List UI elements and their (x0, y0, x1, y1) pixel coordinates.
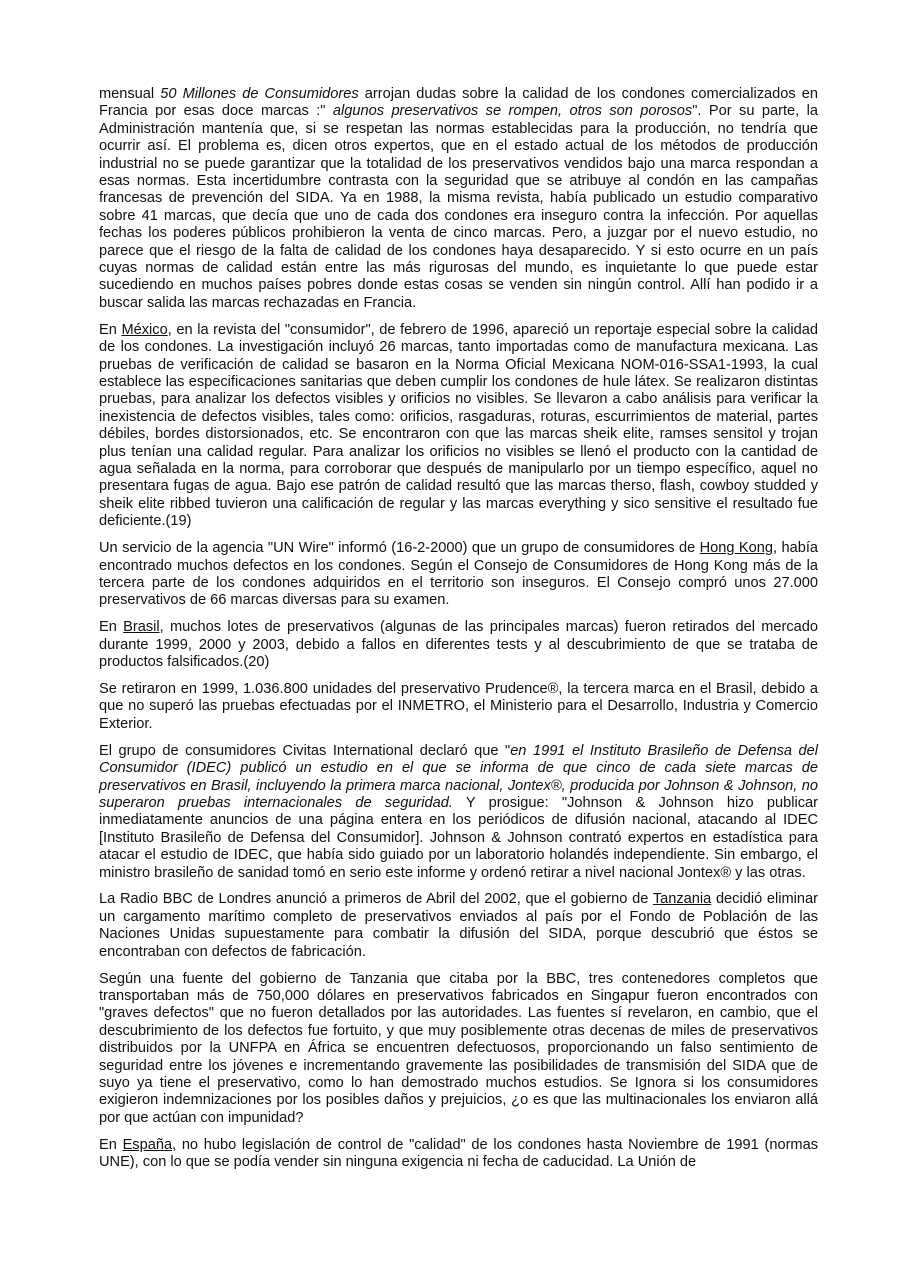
text-segment: Según una fuente del gobierno de Tanzania que citaba por la BBC, tres contenedores completos que transportaban más de 750,000 dólares en preservativos fabricados en Singapur fueron encontrados con "graves defectos" que no fueron detallados por las autoridades. Las fuentes sí revelaron, en cambio, que el descubrimiento de los defectos fue fortuito, y que muy posiblemente otras decenas de miles de preservativos distribuidos por la UNFPA en África se encuentren defectuosos, proporcionando un falso sentimiento de seguridad entre los jóvenes e incrementando gravemente las posibilidades de transmisión del SIDA que de suyo ya tiene el preservativo, como lo han demostrado muchos estudios. Se Ignora si los consumidores exigieron indemnizaciones por los posibles daños y prejuicios, ¿o es que las multinacionales los enviaron allá por que actúan con impunidad? (99, 970, 818, 1126)
text-segment: Un servicio de la agencia "UN Wire" informó (16-2-2000) que un grupo de consumidores de (99, 540, 700, 557)
text-segment: , había encontrado muchos defectos en los condones. Según el Consejo de Consumidores de Hong Kong más de la tercera parte de los condones adquiridos en el territorio son inseguros. El Consejo compró unos 27.000 preservativos de 66 marcas diversas para su examen. (99, 540, 818, 609)
paragraph-espana (99, 1137, 818, 1172)
text-segment: En (99, 1136, 123, 1153)
quote-italic: algunos preservativos se rompen, otros son porosos (332, 103, 693, 120)
text-segment: En (99, 321, 122, 338)
paragraph-mexico (99, 322, 818, 531)
text-segment: Y prosigue: "Johnson & Johnson hizo publicar inmediatamente anuncios de una página entera en los periódicos de difusión nacional, atacando al IDEC [Instituto Brasileño de Defensa del Consumidor]. Johnson & Johnson contrató expertos en estadística para atacar el estudio de IDEC, que había sido guiado por un laboratorio holandés independiente. Sin embargo, el ministro brasileño de sanidad tomó en serio este informe y ordenó retirar a nivel nacional Jontex® y las otras. (99, 794, 818, 881)
text-segment: El grupo de consumidores Civitas International declaró que " (99, 742, 511, 759)
quote-italic: en 1991 el Instituto Brasileño de Defensa del Consumidor (IDEC) publicó un estudio en el que se informa de que cinco de cada siete marcas de preservativos en Brasil, incluyendo la primera marca nacional, Jontex®, producida por Johnson & Johnson, no superaron pruebas internacionales de seguridad. (99, 742, 819, 811)
link-espana[interactable]: España (122, 1136, 173, 1153)
text-segment: , no hubo legislación de control de "calidad" de los condones hasta Noviembre de 1991 (normas UNE), con lo que se podía vender sin ninguna exigencia ni fecha de caducidad. La Unión de (99, 1136, 818, 1171)
paragraph-prudence (99, 681, 818, 733)
text-segment: ". Por su parte, la Administración mantenía que, si se respetan las normas establecidas para la producción, no tendría que ocurrir así. El problema es, dicen otros expertos, que en el estado actual de los métodos de producción industrial no se puede garantizar que la totalidad de los preservativos vendidos bajo una marca respondan a esas normas. Esta incertidumbre contrasta con la seguridad que se atribuye al condón en las campañas francesas de prevención del SIDA. Ya en 1988, la misma revista, había publicado un estudio comparativo sobre 41 marcas, que decía que uno de cada dos condones era inseguro contra la infección. Por aquellas fechas los poderes públicos prohibieron la venta de cinco marcas. Pero, a juzgar por el nuevo estudio, no parece que el riesgo de la falta de calidad de los condones haya desaparecido. Y si esto ocurre en un país cuyas normas de calidad están entre las más rigurosas del mundo, es inquietante lo que puede estar sucediendo en muchos países pobres donde estas cosas se venden sin ningún control. Allí han podido ir a buscar salida las marcas rechazadas en Francia. (99, 103, 818, 311)
document-page (99, 86, 818, 1181)
text-segment: , en la revista del "consumidor", de febrero de 1996, apareció un reportaje especial sobre la calidad de los condones. La investigación incluyó 26 marcas, tanto importadas como de manufactura mexicana. Las pruebas de verificación de calidad se basaron en la Norma Oficial Mexicana NOM-016-SSA1-1993, la cual establece las especificaciones sanitarias que deben cumplir los condones de hule látex. Se realizaron distintas pruebas, para analizar los defectos visibles y orificios no visibles. Se llevaron a cabo análisis para verificar la inexistencia de defectos visibles, tales como: orificios, rasgaduras, roturas, escurrimientos de material, partes débiles, bordes distorsionados, etc. Se encontraron con que las marcas sheik elite, ramses sensitol y trojan plus tenían una calidad regular. Para analizar los orificios no visibles se llenó el producto con la cantidad de agua señalada en la norma, para corroborar que después de manipularlo por un tiempo específico, aquel no presentara fugas de agua. Bajo ese patrón de calidad resultó que las marcas therso, flash, cowboy studded y sheik elite ribbed tuvieron una calificación de regular y las marcas everything y sico sensitive el resultado fue deficiente.(19) (99, 321, 819, 530)
link-tanzania[interactable]: Tanzania (652, 891, 712, 908)
text-segment: mensual (99, 86, 161, 102)
paragraph-bbc-fuente (99, 971, 818, 1128)
link-mexico[interactable]: México (121, 321, 168, 338)
text-segment: , muchos lotes de preservativos (algunas de las principales marcas) fueron retirados del mercado durante 1999, 2000 y 2003, debido a fallos en diferentes tests y al descubrimiento de que se trataba de productos falsificados.(20) (99, 619, 818, 671)
text-segment: arrojan dudas sobre la calidad de los condones comercializados en Francia por esas doce marcas :" (99, 86, 819, 120)
paragraph-francia (99, 86, 818, 312)
paragraph-brasil (99, 619, 818, 671)
magazine-title-italic: 50 Millones de Consumidores (160, 86, 359, 102)
link-brasil[interactable]: Brasil (123, 619, 160, 636)
text-segment: La Radio BBC de Londres anunció a primeros de Abril del 2002, que el gobierno de (99, 891, 653, 908)
link-hong-kong[interactable]: Hong Kong (699, 540, 773, 557)
text-segment: Se retiraron en 1999, 1.036.800 unidades del preservativo Prudence®, la tercera marca en el Brasil, debido a que no superó las pruebas efectuadas por el INMETRO, el Ministerio para el Desarrollo, Industria y Comercio Exterior. (99, 681, 818, 732)
text-segment: decidió eliminar un cargamento marítimo completo de preservativos enviados al país por el Fondo de Población de las Naciones Unidas supuestamente para combatir la difusión del SIDA, porque descubrió que éstos se encontraban con defectos de fabricación. (99, 891, 818, 960)
paragraph-tanzania (99, 891, 818, 961)
text-segment: En (99, 619, 124, 636)
paragraph-civitas (99, 743, 818, 882)
paragraph-hong-kong (99, 540, 818, 610)
